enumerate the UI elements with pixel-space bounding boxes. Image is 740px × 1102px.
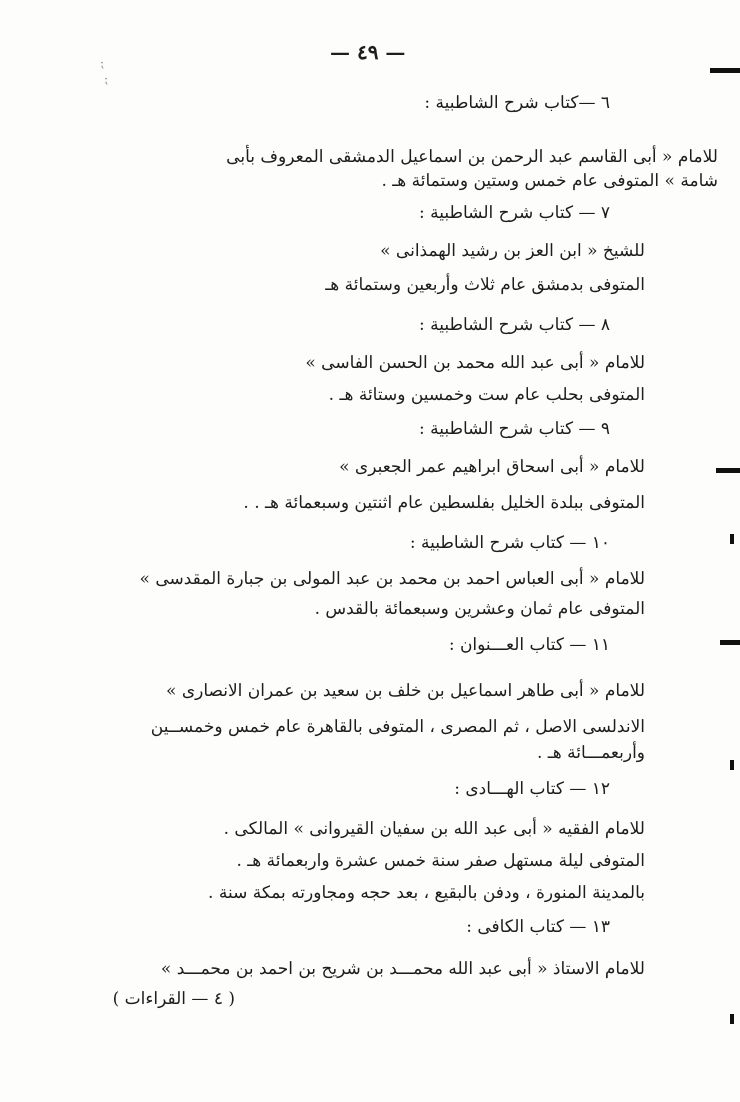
- entry-13-line-1: للامام الاستاذ « أبى عبد الله محمـــد بن شريح بن احمد بن محمـــد »: [160, 959, 645, 979]
- entry-11-heading: ١١ — كتاب العـــنوان :: [448, 635, 610, 655]
- scan-edge-mark: [716, 468, 740, 473]
- entry-11-line-2: الاندلسى الاصل ، ثم المصرى ، المتوفى بالقاهرة عام خمس وخمســين: [150, 717, 645, 737]
- entry-11-line-1: للامام « أبى طاهر اسماعيل بن خلف بن سعيد بن عمران الانصارى »: [166, 681, 645, 701]
- entry-7-heading: ٧ — كتاب شرح الشاطبية :: [418, 203, 610, 223]
- entry-8-line-2: المتوفى بحلب عام ست وخمسين وستائة هـ .: [328, 385, 645, 405]
- entry-10-line-1: للامام « أبى العباس احمد بن محمد بن عبد المولى بن جبارة المقدسى »: [139, 569, 645, 589]
- page-footer-catchword: ( ٤ — القراءات ): [112, 989, 235, 1009]
- entry-12-line-3: بالمدينة المنورة ، ودفن بالبقيع ، بعد حجه ومجاورته بمكة سنة .: [208, 883, 645, 903]
- entry-7-line-2: المتوفى بدمشق عام ثلاث وأربعين وستمائة هـ: [325, 275, 645, 295]
- entry-6-heading: ٦ —كتاب شرح الشاطبية :: [424, 93, 610, 113]
- entry-8-line-1: للامام « أبى عبد الله محمد بن الحسن الفاسى »: [305, 353, 645, 373]
- entry-6-line-1: للامام « أبى القاسم عبد الرحمن بن اسماعيل الدمشقى المعروف بأبى: [226, 147, 718, 167]
- page-number: — ٤٩ —: [330, 40, 406, 64]
- entry-13-heading: ١٣ — كتاب الكافى :: [466, 917, 610, 937]
- entry-7-line-1: للشيخ « ابن العز بن رشيد الهمذانى »: [380, 241, 645, 261]
- entry-11-line-3: وأربعمـــائة هـ .: [536, 743, 645, 763]
- scan-edge-mark: [730, 1014, 734, 1024]
- scan-edge-mark: [720, 640, 740, 645]
- entry-6-line-2: شامة » المتوفى عام خمس وستين وستمائة هـ .: [381, 171, 718, 191]
- entry-9-line-2: المتوفى ببلدة الخليل بفلسطين عام اثنتين وسبعمائة هـ . .: [243, 493, 645, 513]
- entry-12-heading: ١٢ — كتاب الهـــادى :: [454, 779, 610, 799]
- entry-12-line-2: المتوفى ليلة مستهل صفر سنة خمس عشرة واربعمائة هـ .: [236, 851, 645, 871]
- scan-speck: ⁏: [104, 72, 109, 86]
- scan-edge-mark: [710, 68, 740, 73]
- entry-8-heading: ٨ — كتاب شرح الشاطبية :: [418, 315, 610, 335]
- entry-9-heading: ٩ — كتاب شرح الشاطبية :: [418, 419, 610, 439]
- scan-speck: ⁏: [100, 56, 105, 70]
- entry-10-line-2: المتوفى عام ثمان وعشرين وسبعمائة بالقدس .: [314, 599, 645, 619]
- scan-edge-mark: [730, 534, 734, 544]
- entry-9-line-1: للامام « أبى اسحاق ابراهيم عمر الجعبرى »: [339, 457, 645, 477]
- scan-edge-mark: [730, 760, 734, 770]
- entry-10-heading: ١٠ — كتاب شرح الشاطبية :: [409, 533, 610, 553]
- entry-12-line-1: للامام الفقيه « أبى عبد الله بن سفيان القيروانى » المالكى .: [223, 819, 645, 839]
